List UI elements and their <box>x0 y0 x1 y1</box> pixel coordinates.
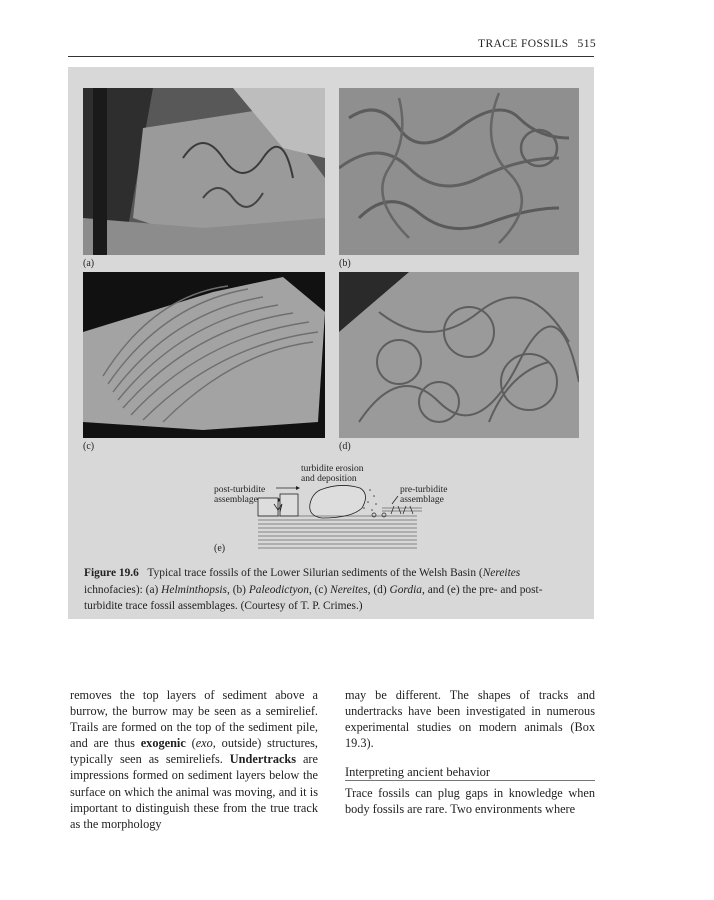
term-undertracks: Undertracks <box>229 752 297 767</box>
label-and-deposition: and deposition <box>301 474 357 484</box>
caption-text-4: , (c) <box>308 583 331 596</box>
term-exogenic: exogenic <box>140 736 186 751</box>
photo-c-nereites <box>83 272 325 438</box>
label-pre-assemblage: assemblage <box>400 495 444 505</box>
term-exo: exo <box>195 736 213 751</box>
left-text-4: are impressions formed on sediment layers below the surface on which the animal was moving, and it is important to distinguish these from the true track as the morphology <box>70 752 318 831</box>
caption-taxon-c: Nereites <box>330 583 368 596</box>
panel-label-a: (a) <box>83 258 95 269</box>
panel-label-d: (d) <box>339 441 351 452</box>
label-post-assemblage: assemblage <box>214 495 258 505</box>
caption-taxon-b: Paleodictyon <box>248 583 309 596</box>
caption-text-6: , and (e) the pre- and post-turbidite trace fossil assemblages. (Courtesy of T. P. Crimes.) <box>84 583 543 612</box>
body-left-column <box>70 687 318 832</box>
caption-text-5: , (d) <box>367 583 390 596</box>
caption-taxon-a: Helminthopsis <box>161 583 227 596</box>
photo-c-image <box>83 272 325 438</box>
section-subheading: Interpreting ancient behavior <box>345 765 491 779</box>
photo-b-image <box>339 88 579 255</box>
caption-taxon-nereites-facies: Nereites <box>482 567 521 579</box>
label-pre-turbidite: pre-turbidite <box>400 485 448 495</box>
left-text-2: ( <box>185 736 196 751</box>
page-number: 515 <box>577 38 596 50</box>
panel-label-c: (c) <box>83 441 95 452</box>
caption-text-3: , (b) <box>227 583 249 596</box>
panel-label-b: (b) <box>339 258 351 269</box>
photo-a-image <box>83 88 325 255</box>
diagram-e <box>202 460 462 560</box>
figure-caption <box>84 565 580 615</box>
running-head <box>478 38 596 50</box>
body-right-column <box>345 687 595 751</box>
header-rule <box>68 56 594 57</box>
caption-figure-label: Figure 19.6 <box>84 567 139 579</box>
caption-taxon-d: Gordia <box>389 583 422 596</box>
left-text-3: , outside) structures, typically seen as semireliefs. <box>70 736 318 767</box>
caption-text-2: ichnofacies): (a) <box>84 583 162 596</box>
caption-text-1: Typical trace fossils of the Lower Silurian sediments of the Welsh Basin ( <box>147 567 483 579</box>
subheading-rule <box>345 780 595 781</box>
left-text-1: removes the top layers of sediment above a burrow, the burrow may be seen as a semirelief. Trails are formed on the top of the sediment pile, and are thus <box>70 688 318 751</box>
label-turbidite-erosion: turbidite erosion <box>301 464 364 474</box>
right-paragraph-1: may be different. The shapes of tracks and undertracks have been investigated in numerous experimental studies on modern animals (Box 19.3). <box>345 688 595 751</box>
left-paragraph <box>70 687 318 832</box>
photo-d-gordia <box>339 272 579 438</box>
photo-d-image <box>339 272 579 438</box>
panel-label-e: (e) <box>214 543 226 554</box>
section-title: TRACE FOSSILS <box>478 38 569 50</box>
diagram-drawing <box>202 460 462 560</box>
label-post-turbidite: post-turbidite <box>214 485 266 495</box>
right-paragraph-2: Trace fossils can plug gaps in knowledge when body fossils are rare. Two environments where <box>345 786 595 817</box>
photo-a-helminthopsis <box>83 88 325 255</box>
photo-b-paleodictyon <box>339 88 579 255</box>
